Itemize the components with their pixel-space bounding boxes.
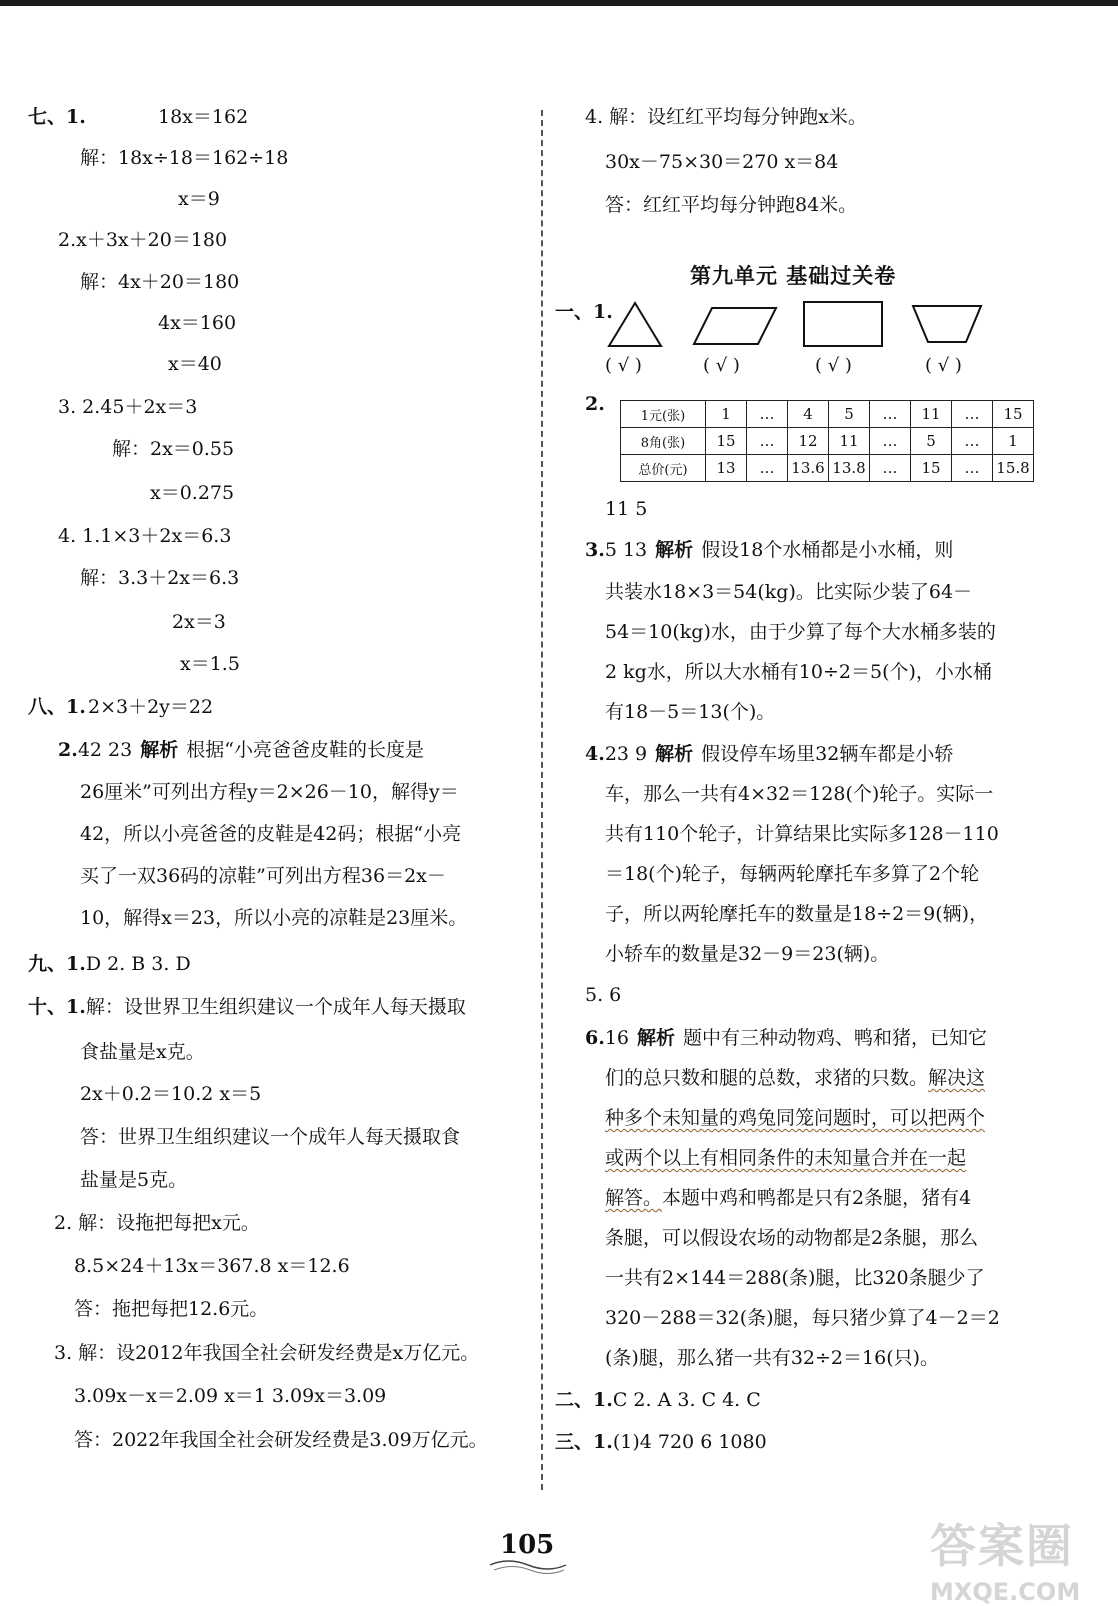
right-s1-q6-number: 6. [585,1027,605,1049]
table-cell: … [747,401,788,428]
right-section-1-marker: 一、1. [555,301,613,323]
right-s1-q3-analysis-label: 解析 [655,539,694,561]
right-s1-q6-line5 [605,1186,971,1210]
shape-answer-2: ( √ ) [703,355,740,376]
right-s1-q6-text-5a: 解答。 [605,1187,663,1209]
s8-q2-text-3: 42，所以小亮爸爸的皮鞋是42码；根据“小亮 [80,823,462,845]
table-cell: 15 [993,401,1034,428]
unit-title: 第九单元 基础过关卷 [690,263,897,288]
s7-q1-step1: 解：18x÷18＝162÷18 [80,147,289,169]
right-s1-q6-text-6: 条腿，可以假设农场的动物都是2条腿，那么 [605,1227,979,1249]
table-cell: … [870,428,911,455]
table-cell: 5 [911,428,952,455]
s10-q2-text-2: 8.5×24＋13x＝367.8 x＝12.6 [74,1255,350,1277]
trapezoid-shape [910,300,984,350]
right-s1-q4-answer: 23 9 [604,743,648,765]
right-s1-q3-line1 [585,538,953,562]
s8-q1: 2×3＋2y＝22 [88,696,214,718]
section-8-marker: 八、1. [28,696,86,718]
right-s1-q3-answer: 5 13 [604,539,648,561]
s8-q2-text-4: 买了一双36码的凉鞋”可列出方程36＝2x－ [80,865,446,887]
right-s1-q4-line1 [585,742,953,766]
s7-q1-equation: 18x＝162 [158,106,249,128]
prev-q4-text-3: 答：红红平均每分钟跑84米。 [605,194,858,216]
right-section-2-answers: C 2. A 3. C 4. C [612,1389,761,1411]
rectangle-shape [800,300,886,350]
s10-q1-text-2: 食盐量是x克。 [80,1041,205,1063]
s8-q2-number: 2. [58,739,78,761]
section-9-answers: D 2. B 3. D [85,953,191,975]
section-9-line [28,952,191,976]
table-cell: 总价(元) [621,455,706,482]
s7-q2-step3: x＝40 [168,353,222,375]
right-s1-q4-text-6: 小轿车的数量是32－9＝23(辆)。 [605,943,890,965]
s10-q1-text-5: 盐量是5克。 [80,1169,188,1191]
table-cell: … [870,455,911,482]
right-s1-q4-text-3: 共有110个轮子，计算结果比实际多128－110 [605,823,999,845]
s8-q2-line1 [58,738,424,762]
right-s1-q5: 5. 6 [585,984,622,1006]
s8-q2-answer: 42 23 [77,739,133,761]
top-border [0,0,1118,6]
right-s1-q6-text-4: 或两个以上有相同条件的未知量合并在一起 [605,1147,967,1169]
s8-q2-analysis-label: 解析 [140,739,179,761]
table-cell: … [747,455,788,482]
s8-q2-text-1: 根据“小亮爸爸皮鞋的长度是 [186,739,424,761]
section-9-marker: 九、1. [28,953,86,975]
s7-q3-step1: 解：2x＝0.55 [112,438,235,460]
s7-q4-step1: 解：3.3＋2x＝6.3 [80,567,240,589]
s7-q4-step3: x＝1.5 [180,653,240,675]
table-cell: 1 [993,428,1034,455]
s10-q3-text-1: 3. 解：设2012年我国全社会研发经费是x万亿元。 [54,1342,480,1364]
page-swirl-ornament [488,1555,568,1575]
right-section-2-marker: 二、1. [555,1389,613,1411]
table-cell: … [952,401,993,428]
right-s1-q6-text-2a: 们的总只数和腿的总数，求猪的只数。 [605,1067,929,1089]
table-cell: 13.6 [788,455,829,482]
right-s1-q4-number: 4. [585,743,605,765]
section-7-marker: 七、1. [28,106,86,128]
table-row [621,455,1034,482]
s10-q1-line1 [28,995,466,1019]
s7-q3-equation: 3. 2.45＋2x＝3 [58,396,198,418]
right-s1-q2-number: 2. [585,393,605,415]
s8-q2-text-2: 26厘米”可列出方程y＝2×26－10，解得y＝ [80,781,459,803]
shape-answer-3: ( √ ) [815,355,852,376]
table-cell: … [952,428,993,455]
table-cell: … [870,401,911,428]
right-s1-q3-text-5: 有18－5＝13(个)。 [605,701,776,723]
price-table [620,400,1034,482]
column-divider [541,110,543,1490]
table-cell: … [747,428,788,455]
right-s1-q2-answer: 11 5 [605,498,648,520]
right-s1-q6-answer: 16 [604,1027,630,1049]
table-cell: 15.8 [993,455,1034,482]
right-s1-q4-text-4: ＝18(个)轮子，每辆两轮摩托车多算了2个轮 [605,863,980,885]
section-10-marker: 十、1. [28,996,86,1018]
table-cell: 13 [706,455,747,482]
right-s1-q3-number: 3. [585,539,605,561]
table-cell: 4 [788,401,829,428]
shape-answer-1: ( √ ) [605,355,642,376]
right-s1-q3-text-1: 假设18个水桶都是小水桶，则 [701,539,954,561]
s7-q2-equation: 2.x＋3x＋20＝180 [58,229,228,251]
right-s1-q4-analysis-label: 解析 [655,743,694,765]
s10-q2-text-3: 答：拖把每把12.6元。 [74,1298,269,1320]
table-cell: 12 [788,428,829,455]
right-s1-q3-text-4: 2 kg水，所以大水桶有10÷2＝5(个)，小水桶 [605,661,992,683]
table-cell: 11 [829,428,870,455]
triangle-shape [605,300,665,350]
right-section-2-line [555,1388,761,1412]
prev-q4-text-2: 30x－75×30＝270 x＝84 [605,151,839,173]
s10-q1-text-3: 2x＋0.2＝10.2 x＝5 [80,1083,262,1105]
right-s1-q6-text-7: 一共有2×144＝288(条)腿，比320条腿少了 [605,1267,985,1289]
page-number: 105 [500,1530,555,1560]
right-s1-q4-text-1: 假设停车场里32辆车都是小轿 [701,743,954,765]
s10-q3-text-2: 3.09x－x＝2.09 x＝1 3.09x＝3.09 [74,1385,387,1407]
table-cell: 15 [911,455,952,482]
s7-q2-step1: 解：4x＋20＝180 [80,271,240,293]
s10-q1-text-1: 解：设世界卫生组织建议一个成年人每天摄取 [85,996,466,1018]
table-cell: 15 [706,428,747,455]
table-row [621,401,1034,428]
right-section-3-answers: (1)4 720 6 1080 [612,1431,767,1453]
table-cell: 1 [706,401,747,428]
right-s1-q4-text-2: 车，那么一共有4×32＝128(个)轮子。实际一 [605,783,994,805]
table-cell: 5 [829,401,870,428]
table-row [621,428,1034,455]
s7-q4-step2: 2x＝3 [172,611,226,633]
s7-q3-step2: x＝0.275 [150,482,235,504]
right-s1-q3-text-3: 54＝10(kg)水，由于少算了每个大水桶多装的 [605,621,996,643]
s7-q4-equation: 4. 1.1×3＋2x＝6.3 [58,525,232,547]
right-section-3-line [555,1430,767,1454]
right-s1-q6-line2 [605,1066,985,1090]
prev-q4-text-1: 4. 解：设红红平均每分钟跑x米。 [585,106,867,128]
s10-q3-text-3: 答：2022年我国全社会研发经费是3.09万亿元。 [74,1429,488,1451]
parallelogram-shape [690,300,780,350]
right-s1-q6-analysis-label: 解析 [637,1027,676,1049]
right-s1-q6-text-1: 题中有三种动物鸡、鸭和猪，已知它 [683,1027,988,1049]
shape-answer-4: ( √ ) [925,355,962,376]
right-s1-q4-text-5: 子，所以两轮摩托车的数量是18÷2＝9(辆)， [605,903,989,925]
right-s1-q6-text-5b: 本题中鸡和鸭都是只有2条腿，猪有4 [662,1187,972,1209]
table-cell: … [952,455,993,482]
right-s1-q6-text-8: 320－288＝32(条)腿，每只猪少算了4－2＝2 [605,1307,1000,1329]
right-s1-q6-text-9: (条)腿，那么猪一共有32÷2＝16(只)。 [605,1347,940,1369]
s7-q1-step2: x＝9 [178,188,220,210]
s8-q2-text-5: 10，解得x＝23，所以小亮的凉鞋是23厘米。 [80,907,468,929]
right-s1-q6-text-3: 种多个未知量的鸡兔同笼问题时，可以把两个 [605,1107,986,1129]
table-cell: 11 [911,401,952,428]
s7-q2-step2: 4x＝160 [158,312,237,334]
s10-q2-text-1: 2. 解：设拖把每把x元。 [54,1212,260,1234]
table-cell: 1元(张) [621,401,706,428]
right-s1-q3-text-2: 共装水18×3＝54(kg)。比实际少装了64－ [605,581,973,603]
watermark-cn: 答案圈 [930,1519,1074,1573]
s10-q1-text-4: 答：世界卫生组织建议一个成年人每天摄取食 [80,1126,461,1148]
watermark-en: MXQE.COM [930,1578,1081,1606]
watermark [930,1510,1080,1606]
table-cell: 8角(张) [621,428,706,455]
table-cell: 13.8 [829,455,870,482]
right-s1-q6-text-2b: 解决这 [928,1067,986,1089]
right-section-3-marker: 三、1. [555,1431,613,1453]
right-s1-q6-line1 [585,1026,987,1050]
